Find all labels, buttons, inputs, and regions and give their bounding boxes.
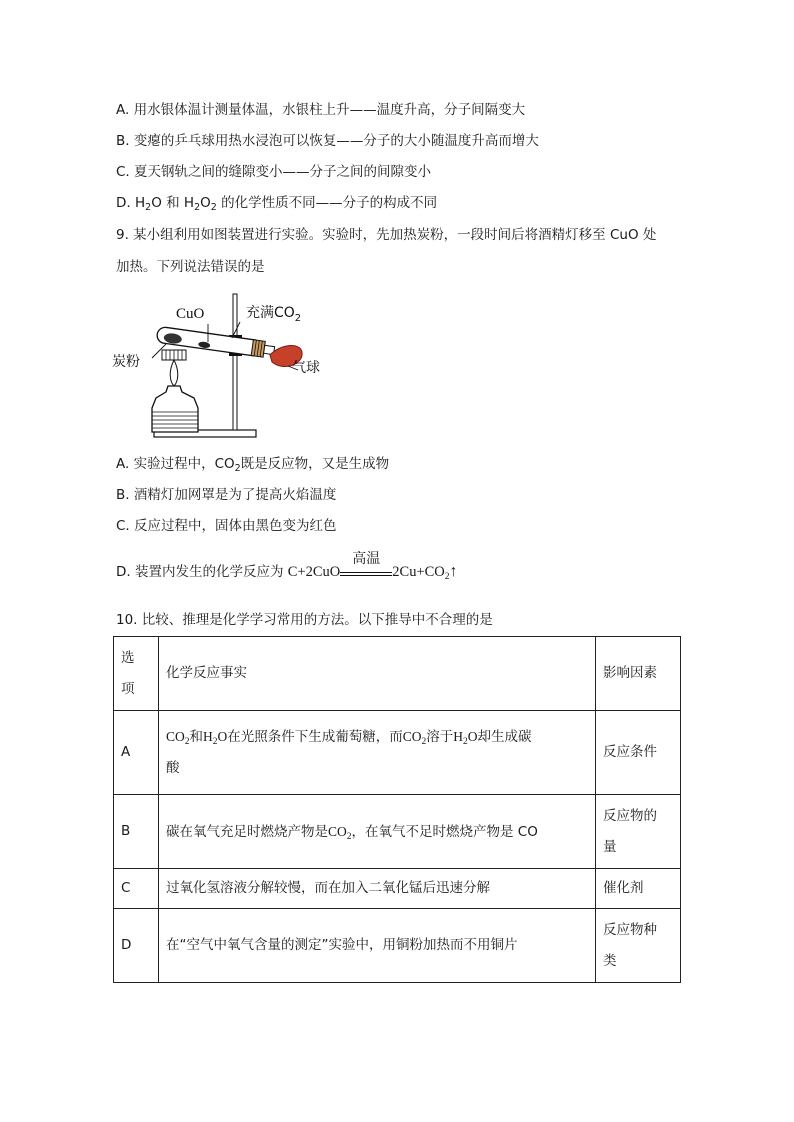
label-balloon: 气球: [292, 360, 320, 376]
stand-rod: [233, 294, 237, 430]
alcohol-lamp: [152, 386, 198, 432]
row-c-option: C: [114, 869, 159, 909]
q10-table: [113, 636, 681, 983]
q9-option-b: B. 酒精灯加网罩是为了提高火焰温度: [116, 487, 337, 503]
q8-option-a: A. 用水银体温计测量体温，水银柱上升——温度升高，分子间隔变大: [116, 102, 526, 118]
table-row: [114, 869, 681, 909]
header-factor: 影响因素: [596, 637, 681, 711]
label-co2-full: 充满$CO_2$: [246, 305, 302, 324]
label-cuo: CuO: [176, 306, 205, 322]
reaction-equation: C+2CuO 高温 $2Cu+CO_2↑$: [287, 551, 458, 582]
row-c-factor: 催化剂: [596, 869, 681, 909]
q8-option-d: D. $H_2O$ 和 $H_2O_2$ 的化学性质不同——分子的构成不同: [116, 195, 438, 213]
q9-option-c: C. 反应过程中，固体由黑色变为红色: [116, 518, 337, 534]
q9-option-a: A. 实验过程中，$CO_2$既是反应物，又是生成物: [116, 456, 390, 474]
table-row: [114, 795, 681, 869]
label-carbon: 炭粉: [112, 354, 140, 370]
header-option: 选 项: [114, 637, 159, 711]
q9-option-d: D. 装置内发生的化学反应为 C+2CuO 高温 $2Cu+CO_2↑$: [116, 551, 458, 582]
table-header-row: [114, 637, 681, 711]
row-a-option: A: [114, 711, 159, 795]
header-fact: 化学反应事实: [159, 637, 596, 711]
row-d-option: D: [114, 909, 159, 983]
lamp-flame: [170, 360, 178, 386]
q9-stem-line1: 9. 某小组利用如图装置进行实验。实验时，先加热炭粉，一段时间后将酒精灯移至 CuO 处: [116, 227, 657, 243]
q8-option-b: B. 变瘪的乒乓球用热水浸泡可以恢复——分子的大小随温度升高而增大: [116, 133, 539, 149]
row-b-factor: 反应物的 量: [596, 795, 681, 869]
table-row: [114, 909, 681, 983]
row-c-fact: 过氧化氢溶液分解较慢，而在加入二氧化锰后迅速分解: [159, 869, 596, 909]
row-b-fact: 碳在氧气充足时燃烧产物是$CO_2$，在氧气不足时燃烧产物是 CO: [159, 795, 596, 869]
reaction-condition: 高温: [352, 551, 381, 567]
apparatus-figure: [112, 292, 332, 442]
row-a-fact: $CO_2$和$H_2O$在光照条件下生成葡萄糖，而$CO_2$溶于$H_2O$却生成碳 酸: [159, 711, 596, 795]
q10-stem: 10. 比较、推理是化学学习常用的方法。以下推导中不合理的是: [116, 612, 493, 628]
row-d-fact: 在“空气中氧气含量的测定”实验中，用铜粉加热而不用铜片: [159, 909, 596, 983]
row-a-factor: 反应条件: [596, 711, 681, 795]
row-d-factor: 反应物种 类: [596, 909, 681, 983]
table-row: [114, 711, 681, 795]
q9-stem-line2: 加热。下列说法错误的是: [116, 259, 265, 275]
row-b-option: B: [114, 795, 159, 869]
q8-option-c: C. 夏天钢轨之间的缝隙变小——分子之间的间隙变小: [116, 164, 432, 180]
